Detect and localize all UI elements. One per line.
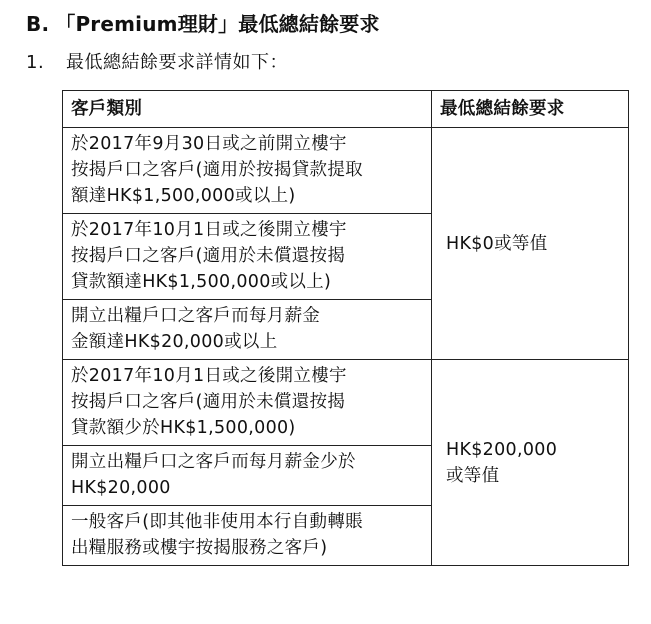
cell-line: 按揭戶口之客戶(適用於按揭貸款提取 [71, 160, 363, 180]
requirement-value: HK$200,000 [446, 439, 558, 460]
requirement-cell [432, 360, 629, 566]
cell-line: 於2017年10月1日或之後開立樓宇 [71, 366, 347, 386]
cell-line: 於2017年10月1日或之後開立樓宇 [71, 220, 347, 240]
category-cell [63, 214, 432, 300]
requirement-value: HK$0或等值 [446, 233, 548, 254]
category-cell [63, 360, 432, 446]
requirement-value: 或等值 [446, 465, 500, 486]
cell-line: 貸款額少於HK$1,500,000) [71, 418, 296, 438]
category-cell [63, 446, 432, 506]
cell-line: 按揭戶口之客戶(適用於未償還按揭 [71, 392, 346, 412]
requirement-cell [432, 128, 629, 360]
table-row [63, 128, 629, 214]
cell-line: 一般客戶(即其他非使用本行自動轉賬 [71, 512, 363, 532]
category-cell [63, 506, 432, 566]
section-heading [26, 8, 380, 37]
cell-line: 於2017年9月30日或之前開立樓宇 [71, 134, 347, 154]
header-minimum-balance: 最低總結餘要求 [432, 91, 629, 128]
subsection-heading [26, 48, 288, 74]
table-row [63, 360, 629, 446]
header-customer-category: 客戶類別 [63, 91, 432, 128]
cell-line: 額達HK$1,500,000或以上) [71, 186, 296, 206]
cell-line: 金額達HK$20,000或以上 [71, 332, 278, 352]
category-cell [63, 128, 432, 214]
category-cell [63, 300, 432, 360]
cell-line: HK$20,000 [71, 478, 171, 498]
requirement-table [62, 90, 629, 566]
section-title: 「Premium理財」最低總結餘要求 [55, 12, 380, 36]
cell-line: 開立出糧戶口之客戶而每月薪金 [71, 306, 321, 326]
cell-line: 出糧服務或樓宇按揭服務之客戶) [71, 538, 328, 558]
table-header-row [63, 91, 629, 128]
subsection-text: 最低總結餘要求詳情如下： [66, 52, 288, 73]
cell-line: 貸款額達HK$1,500,000或以上) [71, 272, 332, 292]
cell-line: 按揭戶口之客戶(適用於未償還按揭 [71, 246, 346, 266]
cell-line: 開立出糧戶口之客戶而每月薪金少於 [71, 452, 356, 472]
section-label: B. [26, 12, 50, 36]
subsection-number: 1. [26, 52, 45, 73]
